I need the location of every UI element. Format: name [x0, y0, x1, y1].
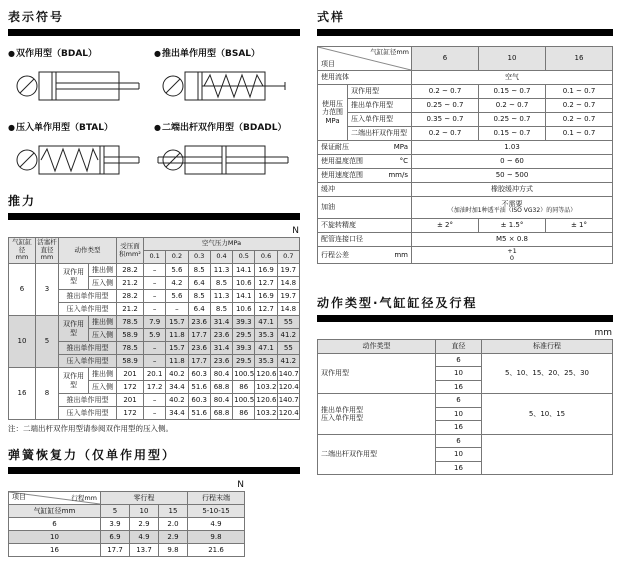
bore-col-header: 6 — [412, 47, 479, 71]
symbol-single-acting-pull — [8, 120, 154, 180]
spec-value: ± 1.5° — [479, 219, 546, 233]
bore-cell: 6 — [436, 394, 482, 408]
value-cell: 11.3 — [210, 290, 232, 303]
value-cell: 47.1 — [255, 342, 277, 355]
zero-stroke-header: 零行程 — [101, 492, 188, 505]
action-type-cell: 双作用型 — [59, 316, 89, 342]
table-row — [318, 183, 613, 197]
value-cell: 39.3 — [233, 316, 255, 329]
thrust-note: 注：二端出杆双作用型请参阅双作用型的压入侧。 — [8, 424, 173, 433]
value-cell: 15.7 — [166, 316, 188, 329]
value-cell: 5.9 — [144, 329, 166, 342]
value-cell: 14.8 — [277, 303, 299, 316]
spring-table — [8, 491, 245, 557]
value-cell: 39.3 — [233, 342, 255, 355]
value-cell: 17.2 — [144, 381, 166, 394]
table-row — [9, 518, 245, 531]
symbols-title: 表示符号 — [8, 10, 65, 24]
area-cell: 78.5 — [117, 342, 144, 355]
value-cell: 14.1 — [233, 264, 255, 277]
area-cell: 201 — [117, 394, 144, 407]
value-cell: 35.3 — [255, 355, 277, 368]
spec-value: 1.03 — [412, 141, 613, 155]
action-title: 动作类型·气缸缸径及行程 — [317, 296, 478, 311]
action-type-cell: 推出单作用型 — [59, 394, 117, 407]
area-cell: 28.2 — [117, 264, 144, 277]
spec-value: 0.2 ~ 0.7 — [546, 113, 613, 127]
value-cell: 51.6 — [188, 407, 210, 420]
action-section — [317, 294, 613, 475]
table-row — [318, 394, 613, 408]
bore-cell: 6 — [436, 353, 482, 367]
value-cell: 21.6 — [188, 544, 245, 557]
value-cell: – — [144, 342, 166, 355]
bore-header: 气缸缸径 mm — [9, 238, 36, 264]
section-bar — [8, 467, 300, 474]
value-cell: – — [144, 290, 166, 303]
value-cell: 55 — [277, 342, 299, 355]
spec-value: 0.1 ~ 0.7 — [546, 85, 613, 99]
value-cell: 68.8 — [210, 381, 232, 394]
value-cell: 6.4 — [188, 303, 210, 316]
table-row — [318, 247, 613, 264]
unit-label: N — [237, 480, 244, 490]
value-cell: 3.9 — [101, 518, 130, 531]
spec-value: M5 × 0.8 — [412, 233, 613, 247]
value-cell: 4.9 — [130, 531, 159, 544]
bore-cell: 6 — [9, 518, 101, 531]
value-cell: 86 — [233, 381, 255, 394]
symbol-double-rod-double-acting — [154, 120, 300, 180]
spec-sublabel: 二端出杆双作用型 — [348, 127, 412, 141]
table-row — [318, 233, 613, 247]
action-side-cell: 压入侧 — [89, 381, 117, 394]
value-cell: 80.4 — [210, 394, 232, 407]
spec-label: 使用温度范围 °C — [318, 155, 412, 169]
cylinder-single-acting-push-diagram — [154, 66, 292, 106]
unit-label: N — [292, 226, 299, 236]
value-cell: 17.7 — [188, 355, 210, 368]
area-cell: 58.9 — [117, 355, 144, 368]
section-bar — [317, 315, 613, 322]
table-row — [318, 197, 613, 219]
action-type-cell: 推出单作用型 — [59, 342, 117, 355]
value-cell: 23.6 — [188, 342, 210, 355]
spec-sublabel: 压入单作用型 — [348, 113, 412, 127]
value-cell: 11.8 — [166, 329, 188, 342]
spec-value: 0.25 ~ 0.7 — [412, 99, 479, 113]
unit-label: mm — [594, 328, 612, 339]
value-cell: 15.7 — [166, 342, 188, 355]
spec-sublabel: 双作用型 — [348, 85, 412, 99]
symbol-double-acting — [8, 46, 154, 106]
section-bar — [8, 213, 300, 220]
value-cell: 140.7 — [277, 394, 299, 407]
pressure-col-header: 0.6 — [255, 251, 277, 264]
rod-header: 活塞杆直径mm — [36, 238, 59, 264]
bore-col-header: 16 — [546, 47, 613, 71]
value-cell: 11.3 — [210, 264, 232, 277]
spring-title: 弹簧恢复力（仅单作用型） — [8, 448, 177, 462]
rod-cell: 5 — [36, 316, 59, 368]
stroke-col-header: 15 — [159, 505, 188, 518]
bore-header: 直径 — [436, 340, 482, 354]
value-cell: 14.1 — [233, 290, 255, 303]
table-row — [9, 316, 300, 329]
table-header-row — [9, 492, 245, 505]
value-cell: 2.0 — [159, 518, 188, 531]
value-cell: 8.5 — [188, 264, 210, 277]
cylinder-single-acting-pull-diagram — [8, 140, 146, 180]
bore-col-header: 10 — [479, 47, 546, 71]
value-cell: 13.7 — [130, 544, 159, 557]
bore-cell: 16 — [436, 461, 482, 475]
value-cell: 23.6 — [210, 329, 232, 342]
spec-value: ± 2° — [412, 219, 479, 233]
value-cell: 35.3 — [255, 329, 277, 342]
value-cell: 9.8 — [159, 544, 188, 557]
spec-label: 使用流体 — [318, 71, 412, 85]
value-cell: 12.7 — [255, 277, 277, 290]
area-cell: 28.2 — [117, 290, 144, 303]
value-cell: 8.5 — [188, 290, 210, 303]
specs-table — [317, 46, 613, 264]
value-cell: 34.4 — [166, 381, 188, 394]
table-header-row — [9, 505, 245, 518]
symbol-single-acting-push — [154, 46, 300, 106]
value-cell: 40.2 — [166, 394, 188, 407]
value-cell: 140.7 — [277, 368, 299, 381]
action-type-header: 动作类型 — [318, 340, 436, 354]
right-column — [317, 8, 613, 475]
area-cell: 21.2 — [117, 277, 144, 290]
value-cell: 68.8 — [210, 407, 232, 420]
value-cell: 31.4 — [210, 342, 232, 355]
value-cell: 41.2 — [277, 355, 299, 368]
bore-cell: 16 — [9, 368, 36, 420]
spec-value: +1 0 — [412, 247, 613, 264]
pressure-header: 空气压力MPa — [144, 238, 300, 251]
table-row — [318, 141, 613, 155]
spec-value: 0.2 ~ 0.7 — [479, 99, 546, 113]
pressure-col-header: 0.7 — [277, 251, 299, 264]
action-type-cell: 压入单作用型 — [59, 355, 117, 368]
bore-cell: 16 — [436, 380, 482, 394]
bore-cell: 6 — [436, 434, 482, 448]
value-cell: 6.4 — [188, 277, 210, 290]
spec-value: 0.35 ~ 0.7 — [412, 113, 479, 127]
spec-value: ± 1° — [546, 219, 613, 233]
value-cell: 10.6 — [233, 303, 255, 316]
value-cell: 60.3 — [188, 368, 210, 381]
action-type-cell: 压入单作用型 — [59, 303, 117, 316]
value-cell: 2.9 — [130, 518, 159, 531]
area-cell: 172 — [117, 381, 144, 394]
spec-sublabel: 推出单作用型 — [348, 99, 412, 113]
value-cell: 11.8 — [166, 355, 188, 368]
value-cell: 103.2 — [255, 407, 277, 420]
value-cell: 55 — [277, 316, 299, 329]
table-row — [9, 531, 245, 544]
action-type-cell: 二端出杆双作用型 — [318, 434, 436, 475]
value-cell: 19.7 — [277, 290, 299, 303]
table-row — [318, 169, 613, 183]
value-cell: 8.5 — [210, 303, 232, 316]
table-row — [9, 368, 300, 381]
table-row — [318, 434, 613, 448]
value-cell: 40.2 — [166, 368, 188, 381]
table-header-row — [9, 238, 300, 251]
thrust-table — [8, 237, 300, 420]
stroke-col-header: 5 — [101, 505, 130, 518]
stroke-cell — [482, 434, 613, 475]
table-row — [9, 544, 245, 557]
table-row — [9, 264, 300, 277]
spec-label: 不旋转精度 — [318, 219, 412, 233]
spec-value: 0.2 ~ 0.7 — [412, 85, 479, 99]
value-cell: 120.4 — [277, 407, 299, 420]
rod-cell: 3 — [36, 264, 59, 316]
value-cell: 2.9 — [159, 531, 188, 544]
value-cell: 17.7 — [188, 329, 210, 342]
value-cell: 12.7 — [255, 303, 277, 316]
spec-label: 保证耐压 MPa — [318, 141, 412, 155]
bore-cell: 10 — [9, 316, 36, 368]
table-row — [318, 99, 613, 113]
value-cell: 10.6 — [233, 277, 255, 290]
action-side-cell: 压入侧 — [89, 277, 117, 290]
area-cell: 21.2 — [117, 303, 144, 316]
spec-value: 0.15 ~ 0.7 — [479, 127, 546, 141]
bore-cell: 10 — [9, 531, 101, 544]
value-cell: 100.5 — [233, 394, 255, 407]
bore-cell: 6 — [9, 264, 36, 316]
spec-value: 50 ~ 500 — [412, 169, 613, 183]
value-cell: 8.5 — [210, 277, 232, 290]
value-cell: 51.6 — [188, 381, 210, 394]
area-header: 受压面积mm² — [117, 238, 144, 264]
section-bar — [8, 29, 300, 36]
action-table — [317, 339, 613, 475]
stroke-cell: 5、10、15 — [482, 394, 613, 435]
value-cell: 100.5 — [233, 368, 255, 381]
specs-title: 式样 — [317, 10, 346, 24]
value-cell: 41.2 — [277, 329, 299, 342]
value-cell: 17.7 — [101, 544, 130, 557]
table-header-row — [318, 340, 613, 354]
spec-label: 行程公差 mm — [318, 247, 412, 264]
table-row — [318, 85, 613, 99]
spec-value: 0.2 ~ 0.7 — [412, 127, 479, 141]
value-cell: 47.1 — [255, 316, 277, 329]
value-cell: 120.6 — [255, 368, 277, 381]
action-type-cell: 推出单作用型 压入单作用型 — [318, 394, 436, 435]
spec-value: 0 ~ 60 — [412, 155, 613, 169]
spec-value: 0.2 ~ 0.7 — [546, 99, 613, 113]
area-cell: 172 — [117, 407, 144, 420]
value-cell: 5.6 — [166, 264, 188, 277]
value-cell: 20.1 — [144, 368, 166, 381]
corner-cell: 项目 行程mm — [9, 492, 101, 505]
table-row — [318, 71, 613, 85]
value-cell: 34.4 — [166, 407, 188, 420]
bore-column-header: 气缸缸径mm — [9, 505, 101, 518]
spec-label: 缓冲 — [318, 183, 412, 197]
area-cell: 58.9 — [117, 329, 144, 342]
spec-label: 加油 — [318, 197, 412, 219]
stroke-header: 标准行程 — [482, 340, 613, 354]
value-cell: – — [144, 277, 166, 290]
symbols-section — [8, 8, 300, 180]
spec-value: 0.25 ~ 0.7 — [479, 113, 546, 127]
value-cell: – — [166, 303, 188, 316]
action-side-cell: 推出侧 — [89, 264, 117, 277]
bore-cell: 10 — [436, 448, 482, 462]
value-cell: 19.7 — [277, 264, 299, 277]
spec-value: 0.1 ~ 0.7 — [546, 127, 613, 141]
value-cell: 6.9 — [101, 531, 130, 544]
pressure-col-header: 0.2 — [166, 251, 188, 264]
left-column — [8, 8, 300, 557]
bullet-icon: ● — [8, 123, 15, 132]
value-cell: 7.9 — [144, 316, 166, 329]
bore-cell: 10 — [436, 407, 482, 421]
pressure-col-header: 0.4 — [210, 251, 232, 264]
stroke-col-header: 5-10-15 — [188, 505, 245, 518]
value-cell: 23.6 — [210, 355, 232, 368]
value-cell: 9.8 — [188, 531, 245, 544]
symbol-label: ●推出单作用型（BSAL） — [154, 49, 261, 59]
pressure-range-label: 使用压力范围 MPa — [318, 85, 348, 141]
action-side-cell: 推出侧 — [89, 368, 117, 381]
bullet-icon: ● — [154, 49, 161, 58]
table-header-row — [318, 47, 613, 71]
table-row — [318, 353, 613, 367]
value-cell: 14.8 — [277, 277, 299, 290]
value-cell: – — [144, 303, 166, 316]
specs-section — [317, 8, 613, 264]
spec-value: 橡胶缓冲方式 — [412, 183, 613, 197]
pressure-col-header: 0.5 — [233, 251, 255, 264]
bullet-icon: ● — [8, 49, 15, 58]
table-row — [318, 219, 613, 233]
spec-value: 不需要 （加油时加1种透平油（ISO VG32）的同等品） — [412, 197, 613, 219]
value-cell: 4.2 — [166, 277, 188, 290]
symbol-label: ●压入单作用型（BTAL） — [8, 123, 113, 133]
value-cell: 4.9 — [188, 518, 245, 531]
table-row — [318, 155, 613, 169]
thrust-section — [8, 192, 300, 434]
section-bar — [317, 29, 613, 36]
value-cell: 103.2 — [255, 381, 277, 394]
action-side-cell: 推出侧 — [89, 316, 117, 329]
value-cell: – — [144, 407, 166, 420]
stroke-cell: 5、10、15、20、25、30 — [482, 353, 613, 394]
value-cell: 16.9 — [255, 290, 277, 303]
rod-cell: 8 — [36, 368, 59, 420]
action-type-cell: 双作用型 — [59, 368, 89, 394]
value-cell: 120.6 — [255, 394, 277, 407]
spec-label: 配管连接口径 — [318, 233, 412, 247]
table-row — [318, 113, 613, 127]
stroke-end-header: 行程末端 — [188, 492, 245, 505]
symbols-grid — [8, 46, 300, 180]
value-cell: 86 — [233, 407, 255, 420]
action-side-cell: 压入侧 — [89, 329, 117, 342]
area-cell: 201 — [117, 368, 144, 381]
value-cell: 23.6 — [188, 316, 210, 329]
value-cell: – — [144, 394, 166, 407]
value-cell: 5.6 — [166, 290, 188, 303]
value-cell: – — [144, 264, 166, 277]
action-type-header: 动作类型 — [59, 238, 117, 264]
value-cell: 16.9 — [255, 264, 277, 277]
bore-cell: 10 — [436, 367, 482, 381]
bullet-icon: ● — [154, 123, 161, 132]
value-cell: 29.5 — [233, 355, 255, 368]
bore-cell: 16 — [436, 421, 482, 435]
spec-value: 0.15 ~ 0.7 — [479, 85, 546, 99]
spec-label: 使用速度范围 mm/s — [318, 169, 412, 183]
value-cell: 60.3 — [188, 394, 210, 407]
value-cell: 29.5 — [233, 329, 255, 342]
value-cell: 120.4 — [277, 381, 299, 394]
value-cell: 80.4 — [210, 368, 232, 381]
symbol-label: ●双作用型（BDAL） — [8, 49, 98, 59]
area-cell: 78.5 — [117, 316, 144, 329]
spec-value: 空气 — [412, 71, 613, 85]
value-cell: 31.4 — [210, 316, 232, 329]
value-cell: – — [144, 355, 166, 368]
corner-cell: 气缸缸径mm 项目 — [318, 47, 412, 71]
symbol-label: ●二端出杆双作用型（BDADL） — [154, 123, 287, 133]
action-type-cell: 压入单作用型 — [59, 407, 117, 420]
stroke-col-header: 10 — [130, 505, 159, 518]
thrust-title: 推力 — [8, 194, 37, 208]
spring-section — [8, 446, 300, 557]
cylinder-double-acting-diagram — [8, 66, 146, 106]
table-row — [318, 127, 613, 141]
cylinder-double-rod-diagram — [154, 140, 292, 180]
action-type-cell: 双作用型 — [318, 353, 436, 394]
action-type-cell: 双作用型 — [59, 264, 89, 290]
action-type-cell: 推出单作用型 — [59, 290, 117, 303]
pressure-col-header: 0.1 — [144, 251, 166, 264]
bore-cell: 16 — [9, 544, 101, 557]
pressure-col-header: 0.3 — [188, 251, 210, 264]
